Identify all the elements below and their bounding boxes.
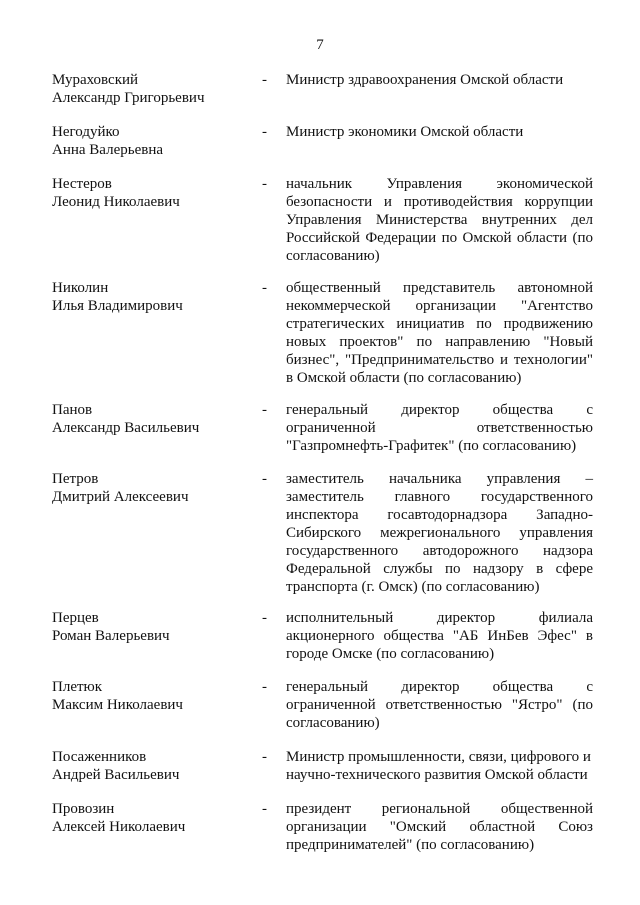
person-given-name: Алексей Николаевич [52, 819, 186, 835]
person-given-name: Анна Валерьевна [52, 142, 163, 158]
person-position: общественный представитель автономной некоммерческой организации "Агентство стратегических инициатив по продвижению новых проектов" по направлению "Новый бизнес", "Предпринимательство и технологии" в Омской области (по согласованию) [286, 280, 593, 386]
person-name [52, 470, 252, 506]
person-surname: Мураховский [52, 72, 139, 88]
person-surname: Плетюк [52, 679, 103, 695]
person-position: исполнительный директор филиала акционерного общества "АБ ИнБев Эфес" в городе Омске (по согласованию) [286, 610, 593, 662]
person-given-name: Андрей Васильевич [52, 767, 180, 783]
person-given-name: Александр Григорьевич [52, 90, 205, 106]
person-name [52, 401, 252, 437]
person-surname: Перцев [52, 610, 99, 626]
person-position: генеральный директор общества с ограниченной ответственностью "Газпромнефть-Графитек" (по согласованию) [286, 402, 593, 454]
person-surname: Провозин [52, 801, 115, 817]
person-position: генеральный директор общества с ограниченной ответственностью "Ястро" (по согласованию) [286, 679, 593, 731]
person-surname: Николин [52, 280, 109, 296]
person-name [52, 678, 252, 714]
person-position: Министр экономики Омской области [286, 124, 524, 140]
person-name [52, 279, 252, 315]
person-name [52, 175, 252, 211]
page-number: 7 [316, 37, 324, 53]
person-surname: Негодуйко [52, 124, 120, 140]
person-surname: Нестеров [52, 176, 112, 192]
person-given-name: Роман Валерьевич [52, 628, 170, 644]
person-given-name: Дмитрий Алексеевич [52, 489, 189, 505]
person-position: Министр промышленности, связи, цифрового и научно-технического развития Омской области [286, 749, 591, 783]
person-surname: Посаженников [52, 749, 147, 765]
person-surname: Панов [52, 402, 93, 418]
separator-dash: - [262, 124, 267, 140]
separator-dash: - [262, 280, 267, 296]
person-position: президент региональной общественной организации "Омский областной Союз предпринимателей" (по согласованию) [286, 801, 593, 853]
separator-dash: - [262, 679, 267, 695]
person-position: Министр здравоохранения Омской области [286, 72, 564, 88]
separator-dash: - [262, 72, 267, 88]
person-position: заместитель начальника управления – заместитель главного государственного инспектора госавтодорнадзора Западно-Сибирского межрегионального управления государственного автодорожного надзора Федеральной службы по надзору в сфере транспорта (г. Омск) (по согласованию) [286, 471, 593, 595]
separator-dash: - [262, 471, 267, 487]
separator-dash: - [262, 801, 267, 817]
separator-dash: - [262, 176, 267, 192]
person-given-name: Александр Васильевич [52, 420, 200, 436]
person-given-name: Илья Владимирович [52, 298, 183, 314]
separator-dash: - [262, 610, 267, 626]
person-position: начальник Управления экономической безопасности и противодействия коррупции Управления Министерства внутренних дел Российской Федерации по Омской области (по согласованию) [286, 176, 593, 264]
person-name [52, 609, 252, 645]
person-given-name: Леонид Николаевич [52, 194, 180, 210]
separator-dash: - [262, 402, 267, 418]
person-name [52, 71, 252, 107]
person-surname: Петров [52, 471, 99, 487]
person-name [52, 800, 252, 836]
person-name [52, 748, 252, 784]
person-given-name: Максим Николаевич [52, 697, 183, 713]
separator-dash: - [262, 749, 267, 765]
person-name [52, 123, 252, 159]
